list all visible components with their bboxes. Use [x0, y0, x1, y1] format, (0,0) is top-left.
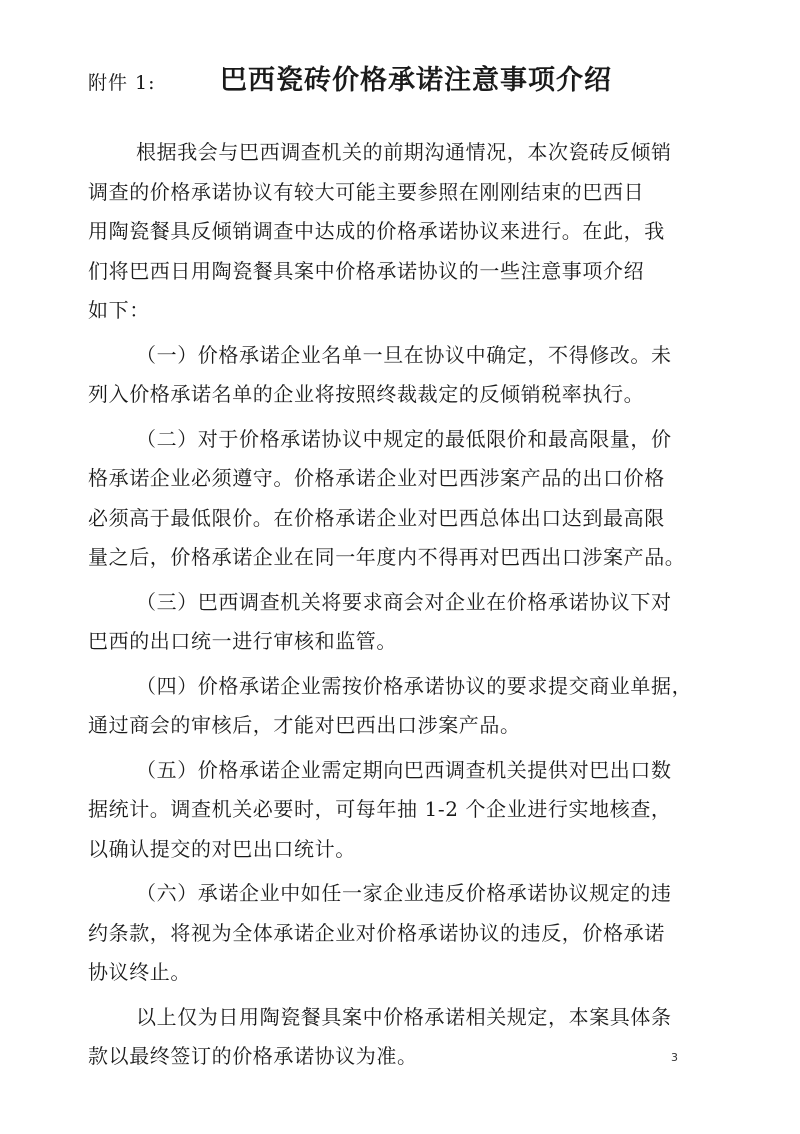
paragraph-line: 根据我会与巴西调查机关的前期沟通情况，本次瓷砖反倾销 — [136, 140, 672, 164]
paragraph-line: （一）价格承诺企业名单一旦在协议中确定，不得修改。未 — [136, 342, 672, 367]
document-header — [88, 58, 728, 102]
paragraph-line: （五）价格承诺企业需定期向巴西调查机关提供对巴出口数 — [136, 757, 672, 782]
paragraph-item-4 — [88, 667, 708, 746]
paragraph-line: 用陶瓷餐具反倾销调查中达成的价格承诺协议来进行。在此，我 — [88, 219, 665, 243]
paragraph-line: 以上仅为日用陶瓷餐具案中价格承诺相关规定，本案具体条 — [136, 1004, 672, 1029]
paragraph-line: 款以最终签订的价格承诺协议为准。 — [88, 1044, 418, 1068]
paragraph-line: （三）巴西调查机关将要求商会对企业在价格承诺协议下对 — [136, 589, 672, 614]
paragraph-item-2 — [88, 420, 708, 578]
paragraph-line: 们将巴西日用陶瓷餐具案中价格承诺协议的一些注意事项介绍 — [88, 258, 645, 283]
paragraph-line: 必须高于最低限价。在价格承诺企业对巴西总体出口达到最高限 — [88, 505, 665, 530]
paragraph-line: 据统计。调查机关必要时，可每年抽 1-2 个企业进行实地核查， — [88, 797, 672, 821]
paragraph-line: 通过商会的审核后，才能对巴西出口涉案产品。 — [88, 713, 521, 737]
paragraph-line: 协议终止。 — [88, 960, 191, 984]
paragraph-line: 量之后，价格承诺企业在同一年度内不得再对巴西出口涉案产品。 — [88, 545, 686, 569]
paragraph-line: 格承诺企业必须遵守。价格承诺企业对巴西涉案产品的出口价格 — [88, 466, 665, 490]
paragraph-item-5 — [88, 751, 708, 870]
paragraph-item-6 — [88, 874, 708, 993]
document-body — [88, 133, 708, 1082]
paragraph-item-1 — [88, 336, 708, 415]
paragraph-line: （四）价格承诺企业需按价格承诺协议的要求提交商业单据， — [136, 673, 693, 698]
paragraph-line: 约条款，将视为全体承诺企业对价格承诺协议的违反，价格承诺 — [88, 920, 665, 945]
page-number: 3 — [671, 1051, 678, 1064]
paragraph-line: （二）对于价格承诺协议中规定的最低限价和最高限量，价 — [136, 426, 672, 451]
paragraph-line: （六）承诺企业中如任一家企业违反价格承诺协议规定的违 — [136, 881, 672, 905]
paragraph-closing — [88, 998, 708, 1077]
document-title: 巴西瓷砖价格承诺注意事项介绍 — [220, 65, 612, 96]
paragraph-line: 以确认提交的对巴出口统计。 — [88, 836, 356, 861]
paragraph-item-3 — [88, 583, 708, 662]
paragraph-line: 列入价格承诺名单的企业将按照终裁裁定的反倾销税率执行。 — [88, 382, 645, 406]
paragraph-line: 巴西的出口统一进行审核和监管。 — [88, 629, 397, 653]
paragraph-line: 如下： — [88, 298, 150, 322]
attachment-label: 附件 1: — [88, 72, 156, 94]
paragraph-line: 调查的价格承诺协议有较大可能主要参照在刚刚结束的巴西日 — [88, 179, 645, 204]
paragraph-intro — [88, 133, 708, 331]
